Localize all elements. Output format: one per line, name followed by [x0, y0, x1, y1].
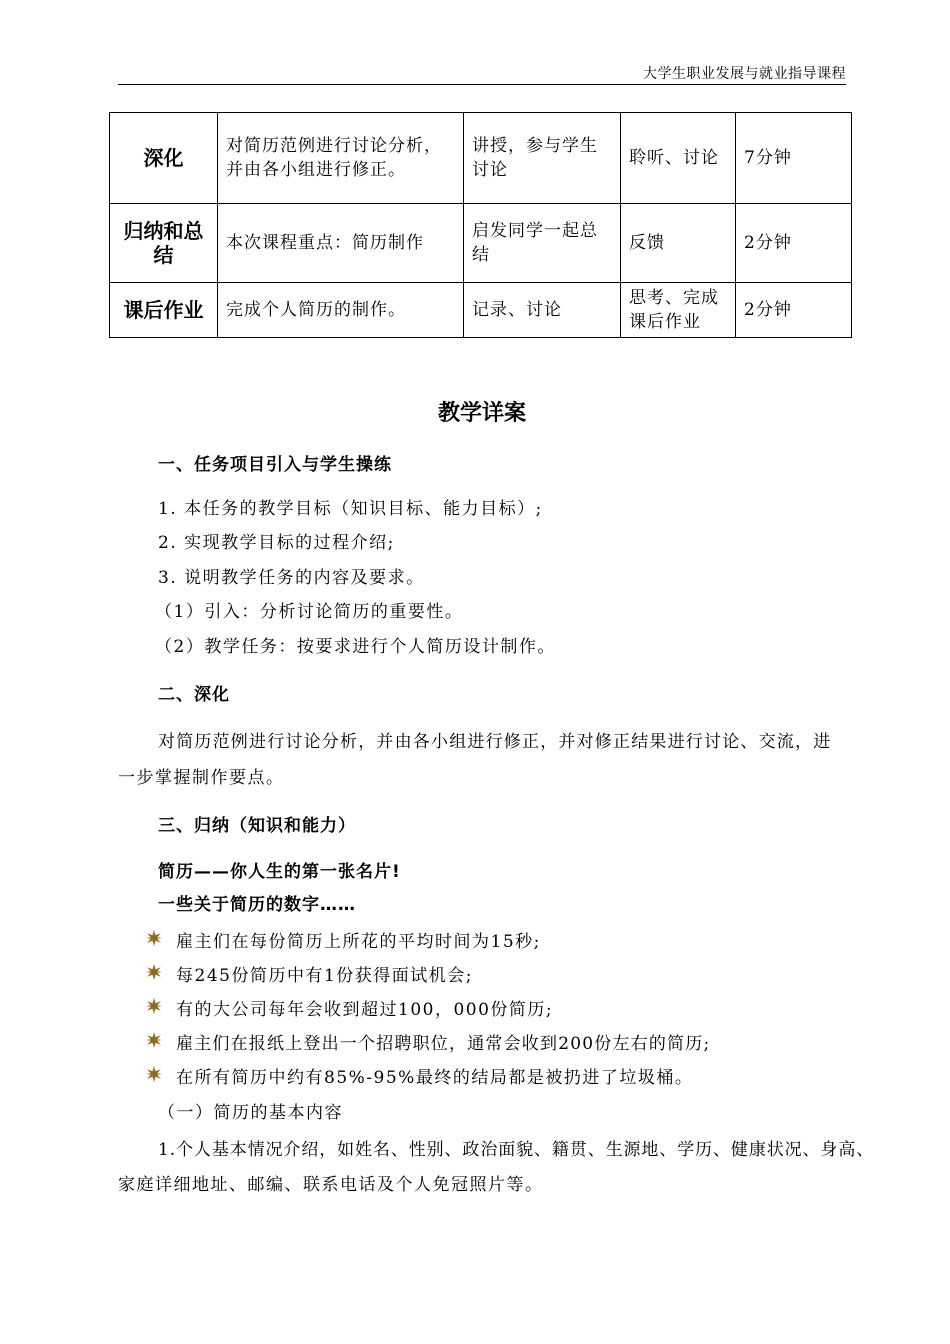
- subheading: 一些关于简历的数字……: [158, 895, 356, 915]
- bullet-item: 在所有简历中约有85%-95%最终的结局都是被扔进了垃圾桶。: [176, 1068, 694, 1088]
- sunburst-bullet-icon: [146, 1032, 162, 1048]
- list-item: 1. 本任务的教学目标（知识目标、能力目标）;: [158, 499, 543, 519]
- list-item: （2）教学任务：按要求进行个人简历设计制作。: [155, 637, 556, 657]
- section1-heading: 一、任务项目引入与学生操练: [158, 455, 392, 475]
- sunburst-bullet-icon: [146, 930, 162, 946]
- content-cell: 完成个人简历的制作。: [218, 283, 464, 338]
- section3-heading: 三、归纳（知识和能力）: [158, 816, 356, 836]
- lesson-plan-table: [109, 112, 852, 338]
- table-row: [110, 283, 852, 338]
- student-activity-cell: 思考、完成课后作业: [621, 283, 736, 338]
- content-cell: 对简历范例进行讨论分析，并由各小组进行修正。: [218, 113, 464, 204]
- stage-cell: 深化: [110, 113, 218, 204]
- section3-paragraph-line: 家庭详细地址、邮编、联系电话及个人免冠照片等。: [118, 1175, 544, 1195]
- subsection-title: （一）简历的基本内容: [158, 1103, 343, 1123]
- table-row: [110, 113, 852, 204]
- list-item: 3. 说明教学任务的内容及要求。: [158, 568, 425, 588]
- sunburst-bullet-icon: [146, 998, 162, 1014]
- time-cell: 7分钟: [736, 113, 852, 204]
- student-activity-cell: 聆听、讨论: [621, 113, 736, 204]
- time-cell: 2分钟: [736, 283, 852, 338]
- content-cell: 本次课程重点：简历制作: [218, 204, 464, 283]
- teacher-activity-cell: 讲授，参与学生讨论: [464, 113, 621, 204]
- table-row: [110, 204, 852, 283]
- student-activity-cell: 反馈: [621, 204, 736, 283]
- header-divider: [118, 84, 846, 85]
- bullet-item: 每245份简历中有1份获得面试机会;: [176, 966, 473, 986]
- time-cell: 2分钟: [736, 204, 852, 283]
- bullet-item: 雇主们在每份简历上所花的平均时间为15秒;: [176, 932, 541, 952]
- stage-cell: 归纳和总结: [110, 204, 218, 283]
- bullet-item: 雇主们在报纸上登出一个招聘职位，通常会收到200份左右的简历;: [176, 1034, 711, 1054]
- teacher-activity-cell: 记录、讨论: [464, 283, 621, 338]
- sunburst-bullet-icon: [146, 964, 162, 980]
- sunburst-bullet-icon: [146, 1066, 162, 1082]
- section2-paragraph-line: 一步掌握制作要点。: [118, 768, 285, 788]
- subheading: 简历——你人生的第一张名片!: [158, 862, 401, 882]
- teacher-activity-cell: 启发同学一起总结: [464, 204, 621, 283]
- section2-paragraph-line: 对简历范例进行讨论分析，并由各小组进行修正，并对修正结果进行讨论、交流，进: [158, 732, 832, 752]
- section3-paragraph-line: 1.个人基本情况介绍，如姓名、性别、政治面貌、籍贯、生源地、学历、健康状况、身高、: [158, 1140, 875, 1160]
- list-item: （1）引入：分析讨论简历的重要性。: [155, 602, 464, 622]
- stage-cell: 课后作业: [110, 283, 218, 338]
- list-item: 2. 实现教学目标的过程介绍;: [158, 533, 395, 553]
- course-title-header: 大学生职业发展与就业指导课程: [643, 66, 846, 82]
- document-title: 教学详案: [437, 401, 526, 426]
- bullet-item: 有的大公司每年会收到超过100，000份简历;: [176, 1000, 554, 1020]
- section2-heading: 二、深化: [158, 685, 230, 705]
